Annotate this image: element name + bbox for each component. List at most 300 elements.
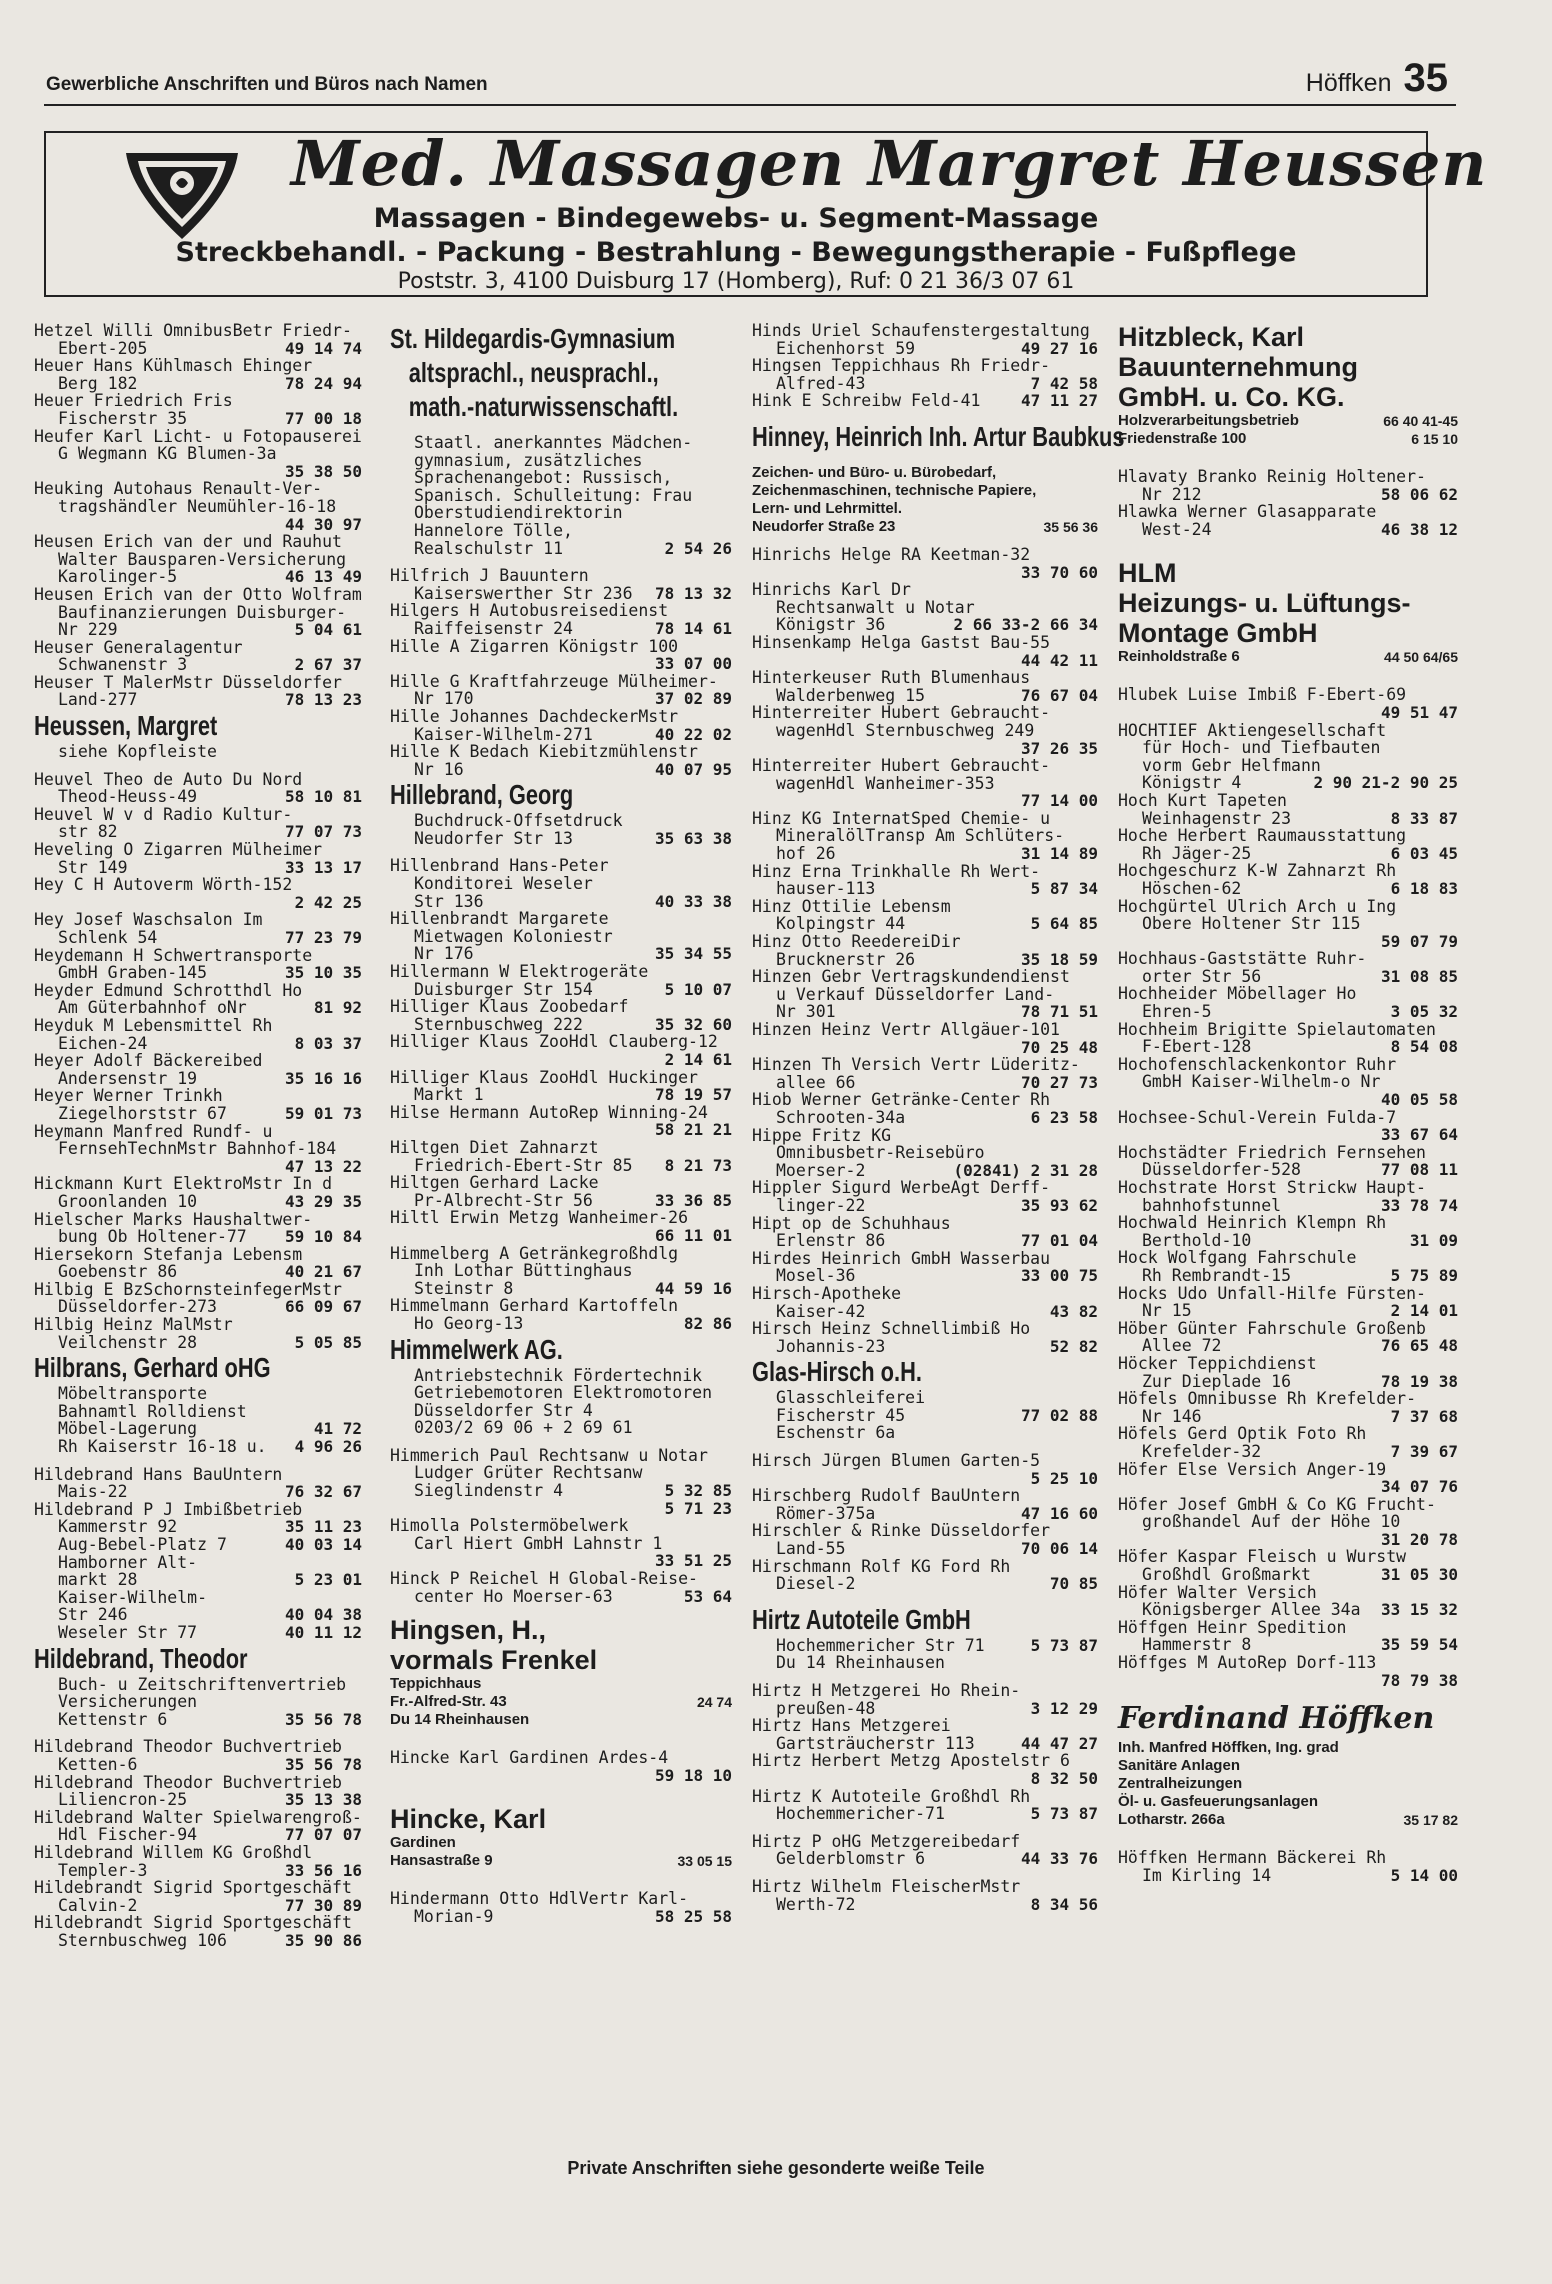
listing-entry: [1118, 862, 1458, 897]
phone-number: 41 72: [313, 1419, 362, 1439]
phone-number: 78 13 32: [654, 583, 732, 603]
listing-line: Hirtz Wilhelm FleischerMstr: [752, 1876, 1021, 1896]
listing-line: Ziegelhorststr 67: [58, 1103, 227, 1123]
listing-entry: [34, 1316, 362, 1351]
spacer: [390, 1605, 732, 1615]
listing-line: Ketten-6: [58, 1754, 138, 1774]
listing-line: Himmelberg A Getränkegroßhdlg: [390, 1243, 679, 1263]
listing-entry: [34, 1017, 362, 1052]
listing-line: Ebert-205: [58, 338, 148, 358]
phone-number: 37 02 89: [654, 689, 732, 709]
listing-line: Hinz Otto ReedereiDir: [752, 932, 961, 952]
listing-entry: [34, 392, 362, 427]
listing-line: u Verkauf Düsseldorfer Land-: [776, 984, 1055, 1004]
listing-line: bahnhofstunnel: [1142, 1195, 1282, 1215]
listing-entry: [1118, 1496, 1458, 1531]
phone-number: 7 37 68: [1390, 1406, 1458, 1426]
listing-entry: [1118, 1249, 1458, 1284]
listing-entry: [752, 1452, 1098, 1470]
column-4: [1118, 322, 1458, 1884]
listing-line: Eichenhorst 59: [776, 338, 916, 358]
listing-entry: [390, 1890, 732, 1925]
phone-number: 8 03 37: [294, 1033, 362, 1053]
phone-number: 44 47 27: [1020, 1733, 1098, 1753]
listing-line: Hammerstr 8: [1142, 1635, 1252, 1655]
listing-entry: [34, 674, 362, 709]
phone-number: 47 11 27: [1020, 391, 1098, 411]
ad-heading: vormals Frenkel: [390, 1645, 598, 1676]
listing-line: Baufinanzierungen Duisburger-: [58, 602, 347, 622]
listing-line: str 82: [58, 822, 118, 842]
listing-entry: [1118, 1144, 1458, 1179]
phone-number: 35 56 78: [284, 1709, 362, 1729]
ad-heading: GmbH. u. Co. KG.: [1118, 382, 1345, 412]
ad-line-text: Holzverarbeitungsbetrieb: [1118, 412, 1299, 429]
phone-number: 3 12 29: [1030, 1698, 1098, 1718]
ad-heading: Heizungs- u. Lüftungs-: [1118, 588, 1411, 619]
listing-line: Realschulstr 11: [414, 538, 564, 558]
phone-number: 33 70 60: [1020, 562, 1098, 582]
listing-line: Hirsch Heinz Schnellimbiß Ho: [752, 1319, 1031, 1339]
phone-number: 53 64: [683, 1586, 732, 1606]
listing-entry: [390, 743, 732, 778]
phone-number: 43 82: [1049, 1301, 1098, 1321]
phone-number: 31 08 85: [1380, 966, 1458, 986]
listing-entry: [1118, 1531, 1458, 1549]
phone-number: 33 36 85: [654, 1190, 732, 1210]
listing-line: HOCHTIEF Aktiengesellschaft: [1118, 720, 1387, 740]
listing-subline: Versicherungen: [58, 1692, 198, 1712]
listing-entry: [752, 1021, 1098, 1039]
listing-line: FernsehTechnMstr Bahnhof-184: [58, 1139, 337, 1159]
phone-number: 5 71 23: [664, 1498, 732, 1518]
listing-entry: [1118, 1672, 1458, 1690]
phone-number: 37 26 35: [1020, 738, 1098, 758]
listing-line: Heydemann H Schwertransporte: [34, 945, 313, 965]
listing-line: Carl Hiert GmbH Lahnstr 1: [414, 1533, 663, 1553]
listing-line: Werth-72: [776, 1894, 856, 1914]
bold-listing-heading: Hilbrans, Gerhard oHG: [34, 1352, 271, 1384]
listing-entry: [1118, 1478, 1458, 1496]
listing-entry: [752, 757, 1098, 792]
listing-entry: [1118, 468, 1458, 503]
listing-entry: [390, 1767, 732, 1785]
phone-number: 40 21 67: [284, 1262, 362, 1282]
listing-line: Am Güterbahnhof oNr: [58, 998, 247, 1018]
listing-entry: [390, 1517, 732, 1552]
listing-line: Hochgürtel Ulrich Arch u Ing: [1118, 896, 1397, 916]
listing-line: Liliencron-25: [58, 1790, 188, 1810]
ad-banner: [44, 127, 1488, 297]
listing-line: Nr 146: [1142, 1406, 1202, 1426]
listing-line: Nr 16: [414, 759, 464, 779]
listing-line: Nr 176: [414, 944, 474, 964]
listing-entry: [752, 1215, 1098, 1250]
phone-number: 77 00 18: [284, 408, 362, 428]
listing-line: Hey Josef Waschsalon Im: [34, 910, 263, 930]
phone-number: 2 14 01: [1390, 1301, 1458, 1321]
listing-line: F-Ebert-128: [1142, 1037, 1252, 1057]
phone-number: 8 54 08: [1390, 1037, 1458, 1057]
phone-number: 2 54 26: [664, 538, 732, 558]
listing-entry: [752, 968, 1098, 1021]
listing-line: Höfels Omnibusse Rh Krefelder-: [1118, 1389, 1417, 1409]
listing-line: Höber Günter Fahrschule Großenb: [1118, 1318, 1426, 1338]
phone-number: 5 64 85: [1030, 914, 1098, 934]
listing-entry: [1118, 686, 1458, 704]
listing-entry: [1118, 950, 1458, 985]
phone-number: 40 05 58: [1380, 1090, 1458, 1110]
phone-number: 77 07 73: [284, 822, 362, 842]
listing-line: G Wegmann KG Blumen-3a: [58, 444, 277, 464]
column-2: [390, 322, 732, 1926]
listing-line: Höcker Teppichdienst: [1118, 1353, 1317, 1373]
ad-script-heading: Ferdinand Höffken: [1118, 1701, 1435, 1737]
listing-line: Hille Johannes DachdeckerMstr: [390, 706, 679, 726]
bold-listing-heading: Hinney, Heinrich Inh. Artur Baubkus: [752, 420, 1125, 452]
phone-number: 78 24 94: [284, 373, 362, 393]
listing-line: Hickmann Kurt ElektroMstr In d: [34, 1174, 333, 1194]
listing-line: Kolpingstr 44: [776, 914, 906, 934]
listing-line: Kaiser-42: [776, 1301, 866, 1321]
listing-entry: [34, 1087, 362, 1122]
listing-line: Aug-Bebel-Platz 7: [58, 1535, 227, 1554]
listing-line: Nr 170: [414, 689, 474, 709]
listing-line: Ho Georg-13: [414, 1313, 524, 1333]
listing-entry: [752, 1285, 1098, 1320]
bold-listing-heading: Hillebrand, Georg: [390, 779, 574, 811]
listing-line: Hinds Uriel Schaufenstergestaltung: [752, 321, 1090, 340]
listing-line: Heusen Erich van der und Rauhut: [34, 532, 342, 552]
listing-entry: [752, 1717, 1098, 1752]
listing-line: Heuer Hans Kühlmasch Ehinger: [34, 356, 313, 376]
listing-line: Hoche Herbert Raumausstattung: [1118, 826, 1407, 846]
phone-number: 40 22 02: [654, 724, 732, 744]
ad-line: [1118, 1775, 1458, 1793]
listing-subline: Oberstudiendirektorin: [414, 503, 623, 523]
listing-entry: [1118, 1548, 1458, 1583]
listing-line: Römer-375a: [776, 1503, 876, 1523]
phone-number: 46 13 49: [284, 567, 362, 587]
phone-number: 76 32 67: [284, 1482, 362, 1502]
listing-entry: [34, 639, 362, 674]
listing-line: Heuser Generalagentur: [34, 637, 243, 657]
listing-subline: Buchdruck-Offsetdruck: [414, 811, 623, 831]
listing-entry: [1118, 503, 1458, 538]
ad-line: [752, 500, 1098, 518]
listing-line: Himolla Polstermöbelwerk: [390, 1516, 629, 1536]
phone-number: 35 17 82: [1403, 1812, 1458, 1829]
ad-heading: Hingsen, H.,: [390, 1615, 547, 1646]
phone-number: 59 07 79: [1380, 931, 1458, 951]
phone-number: 77 01 04: [1020, 1231, 1098, 1251]
listing-entry: [752, 933, 1098, 968]
bold-listing-heading: Hirtz Autoteile GmbH: [752, 1603, 971, 1635]
listing-line: Hetzel Willi OmnibusBetr Friedr-: [34, 321, 352, 340]
listing-entry: [752, 1788, 1098, 1823]
listing-line: Inh Lothar Büttinghaus: [414, 1261, 633, 1281]
phone-number: 49 51 47: [1380, 702, 1458, 722]
phone-number: 82 86: [683, 1313, 732, 1333]
listing-line: Neudorfer Str 13: [414, 828, 573, 848]
phone-number: 35 16 16: [284, 1068, 362, 1088]
listing-subline: Bahnamtl Rolldienst: [58, 1401, 247, 1421]
listing-entry: [34, 428, 362, 463]
spacer: [1118, 666, 1458, 676]
listing-entry: [390, 1104, 732, 1122]
phone-number: 33 67 64: [1380, 1125, 1458, 1145]
page-footer-note: Private Anschriften siehe gesonderte weiße Teile: [567, 2158, 985, 2178]
phone-number: 5 05 85: [294, 1332, 362, 1352]
phone-number: 78 13 23: [284, 690, 362, 710]
listing-line: Hirschberg Rudolf BauUntern: [752, 1486, 1021, 1506]
listing-line: linger-22: [776, 1195, 866, 1215]
listing-line: GmbH Graben-145: [58, 963, 208, 983]
listing-entry: [390, 1500, 732, 1518]
listing-entry: [1118, 1109, 1458, 1127]
listing-line: Steinstr 8: [414, 1278, 514, 1298]
listing-line: Hinrichs Helge RA Keetman-32: [752, 544, 1031, 564]
ad-line-text: Lern- und Lehrmittel.: [752, 499, 902, 517]
listing-entry: [34, 357, 362, 392]
listing-line: Königstr 36: [776, 615, 886, 635]
listing-line: Sternbuschweg 106: [58, 1930, 227, 1950]
listing-entry: [34, 911, 362, 946]
listing-line: Hilgers H Autobusreisedienst: [390, 601, 669, 621]
ad-line-text: Zentralheizungen: [1118, 1775, 1243, 1793]
listing-line: Hey C H Autoverm Wörth-152: [34, 875, 293, 895]
listing-line: Hochheider Möbellager Ho: [1118, 984, 1357, 1004]
listing-line: Hinzen Gebr Vertragskundendienst: [752, 967, 1070, 987]
listing-line: Möbel-Lagerung: [58, 1419, 198, 1439]
listing-subline: Du 14 Rheinhausen: [776, 1653, 945, 1673]
listing-line: Hinck P Reichel H Global-Reise-: [390, 1569, 698, 1589]
listing-line: Sternbuschweg 222: [414, 1014, 583, 1034]
listing-entry: [752, 704, 1098, 739]
phone-number: 77 23 79: [284, 928, 362, 947]
phone-number: 34 07 76: [1380, 1477, 1458, 1497]
phone-number: 5 14 00: [1390, 1865, 1458, 1885]
listing-line: Hippler Sigurd WerbeAgt Derff-: [752, 1178, 1051, 1198]
ad-heading: Hincke, Karl: [390, 1804, 547, 1835]
listing-entry: [34, 841, 362, 876]
ad-heading: Montage GmbH: [1118, 618, 1318, 649]
phone-number: 40 33 38: [654, 891, 732, 911]
listing-entry: [390, 998, 732, 1033]
phone-number: 2 66 33-2 66 34: [953, 615, 1098, 635]
listing-entry: [390, 638, 732, 656]
listing-entry: [752, 357, 1098, 392]
listing-line: Hildebrandt Sigrid Sportgeschäft: [34, 1878, 352, 1898]
phone-number: 35 32 60: [654, 1014, 732, 1034]
listing-line: Hiersekorn Stefanja Lebensm: [34, 1244, 303, 1264]
phone-number: 33 78 74: [1380, 1195, 1458, 1215]
phone-number: 24 74: [696, 1694, 732, 1711]
phone-number: 35 10 35: [284, 963, 362, 983]
phone-number: 40 11 12: [284, 1622, 362, 1642]
phone-number: 59 10 84: [284, 1227, 362, 1247]
listing-entry: [1118, 1584, 1458, 1619]
bold-listing-heading: math.-naturwissenschaftl.: [408, 391, 679, 422]
listing-line: Land-55: [776, 1539, 846, 1559]
listing-line: Hilliger Klaus Zoobedarf: [390, 997, 629, 1017]
listing-line: Hille K Bedach Kiebitzmühlenstr: [390, 742, 698, 762]
listing-entry: [390, 1552, 732, 1570]
listing-entry: [34, 1466, 362, 1501]
phone-number: 70 06 14: [1020, 1539, 1098, 1559]
listing-entry: [752, 1250, 1098, 1285]
ad-line: [390, 1675, 732, 1693]
phone-number: 76 67 04: [1020, 685, 1098, 705]
listing-line: Hielscher Marks Haushaltwer-: [34, 1209, 313, 1229]
phone-number: 33 05 15: [677, 1853, 732, 1870]
ad-line-text: Sanitäre Anlagen: [1118, 1757, 1240, 1775]
listing-line: Omnibusbetr-Reisebüro: [776, 1143, 985, 1163]
listing-entry: [34, 1624, 362, 1642]
listing-entry: [34, 1711, 362, 1729]
listing-line: Im Kirling 14: [1142, 1865, 1272, 1885]
ad-line-text: Lotharstr. 266a: [1118, 1811, 1225, 1829]
listing-line: 0203/2 69 06 + 2 69 61: [414, 1418, 633, 1438]
listing-entry: [390, 1570, 732, 1605]
listing-line: Hochstrate Horst Strickw Haupt-: [1118, 1178, 1426, 1197]
listing-line: Hinzen Heinz Vertr Allgäuer-101: [752, 1020, 1060, 1039]
listing-entry: [1118, 1320, 1458, 1355]
listing-line: Hildebrand Hans BauUntern: [34, 1464, 283, 1484]
bold-listing-heading: St. Hildegardis-Gymnasium: [390, 323, 676, 354]
listing-line: Pr-Albrecht-Str 56: [414, 1190, 593, 1210]
listing-entry: [390, 708, 732, 743]
banner-address: Poststr. 3, 4100 Duisburg 17 (Homberg), Ruf: 0 21 36/3 07 61: [397, 269, 1075, 294]
listing-line: Mais-22: [58, 1482, 128, 1502]
listing-entry: [1118, 1056, 1458, 1091]
listing-entry: [752, 322, 1098, 357]
listing-line: Hlavaty Branko Reinig Holtener-: [1118, 467, 1426, 486]
listing-entry: [390, 567, 732, 602]
listing-line: Hochstädter Friedrich Fernsehen: [1118, 1142, 1426, 1162]
listing-line: Eichen-24: [58, 1033, 148, 1053]
listing-line: Str 246: [58, 1605, 128, 1625]
phone-number: 31 20 78: [1380, 1529, 1458, 1549]
listing-entry: [752, 1558, 1098, 1593]
phone-number: 49 14 74: [284, 338, 362, 358]
listing-line: Sieglindenstr 4: [414, 1481, 564, 1501]
phone-number: 58 21 21: [654, 1120, 732, 1140]
listing-line: Calvin-2: [58, 1895, 138, 1915]
phone-number: 6 03 45: [1390, 843, 1458, 863]
listing-subline: siehe Kopfleiste: [58, 742, 217, 762]
listing-subline: Sprachenangebot: Russisch,: [414, 468, 673, 488]
listing-entry: [1118, 1021, 1458, 1056]
phone-number: 5 25 10: [1030, 1468, 1098, 1488]
listing-entry: [34, 1809, 362, 1844]
listing-line: wagenHdl Sternbuschweg 249: [776, 720, 1035, 740]
listing-entry: [752, 581, 1098, 634]
phone-number: 2 90 21-2 90 25: [1313, 773, 1458, 793]
listing-line: Hille A Zigarren Königstr 100: [390, 636, 679, 656]
listing-line: Berthold-10: [1142, 1230, 1252, 1250]
listing-line: Hirdes Heinrich GmbH Wasserbau: [752, 1248, 1051, 1268]
ad-line: [1118, 412, 1458, 430]
listing-line: Walter Bausparen-Versicherung: [58, 549, 347, 569]
listing-entry: [34, 322, 362, 357]
listing-entry: [752, 652, 1098, 670]
listing-line: Schrooten-34a: [776, 1107, 906, 1127]
ad-line: [752, 518, 1098, 536]
listing-entry: [752, 1833, 1098, 1868]
listing-entry: [390, 602, 732, 637]
listing-entry: [1118, 1461, 1458, 1479]
ad-line-text: Du 14 Rheinhausen: [390, 1711, 530, 1729]
listing-line: orter Str 56: [1142, 966, 1262, 986]
listing-line: Mietwagen Koloniestr: [414, 926, 613, 946]
listing-entry: [1118, 1285, 1458, 1320]
listing-line: Walderbenweg 15: [776, 685, 926, 705]
phone-number: 44 30 97: [284, 514, 362, 534]
phone-number: 35 90 86: [284, 1930, 362, 1950]
listing-line: Weseler Str 77: [58, 1622, 198, 1642]
phone-number: 35 11 23: [284, 1517, 362, 1537]
listing-line: Gelderblomstr 6: [776, 1849, 926, 1869]
ad-line-text: Reinholdstraße 6: [1118, 648, 1240, 666]
listing-line: Himmerich Paul Rechtsanw u Notar: [390, 1445, 708, 1465]
spacer: [752, 410, 1098, 420]
phone-number: 35 18 59: [1020, 949, 1098, 969]
listing-entry: [390, 1174, 732, 1209]
listing-line: vorm Gebr Helfmann: [1142, 755, 1321, 775]
listing-entry: [34, 1914, 362, 1949]
listing-line: Hiltgen Gerhard Lacke: [390, 1173, 599, 1193]
phone-number: 35 38 50: [284, 461, 362, 481]
listing-line: Hinrichs Karl Dr: [752, 580, 911, 600]
spacer: [1118, 1829, 1458, 1839]
listing-line: Hochwald Heinrich Klempn Rh: [1118, 1213, 1387, 1233]
spacer: [1118, 448, 1458, 458]
listing-entry: [752, 1056, 1098, 1091]
listing-line: Hingsen Teppichhaus Rh Friedr-: [752, 356, 1051, 376]
ad-line: [1118, 648, 1458, 666]
phone-number: 3 05 32: [1390, 1002, 1458, 1022]
listing-entry: [1118, 1425, 1458, 1460]
listing-entry: [34, 894, 362, 912]
listing-line: Heuer Friedrich Fris: [34, 391, 233, 411]
listing-line: Friedrich-Ebert-Str 85: [414, 1155, 633, 1175]
listing-line: Schwanenstr 3: [58, 655, 188, 675]
listing-line: Kammerstr 92: [58, 1517, 178, 1537]
listing-line: Königstr 4: [1142, 773, 1242, 793]
listing-line: Hinzen Th Versich Vertr Lüderitz-: [752, 1055, 1080, 1075]
listing-entry: [1118, 898, 1458, 933]
ad-line: [390, 1852, 732, 1870]
listing-line: Hildebrand Willem KG Großhdl: [34, 1842, 313, 1862]
column-3: [752, 321, 1125, 1914]
bold-listing-heading: Himmelwerk AG.: [390, 1333, 563, 1365]
running-head-name: Höffken: [1305, 69, 1392, 97]
listing-line: Hochsee-Schul-Verein Fulda-7: [1118, 1107, 1397, 1127]
listing-line: hof 26: [776, 844, 836, 864]
listing-line: Hiltgen Diet Zahnarzt: [390, 1137, 599, 1157]
listing-line: Hirtz P oHG Metzgereibedarf: [752, 1831, 1021, 1851]
ad-heading: HLM: [1118, 558, 1177, 589]
listing-subline: Möbeltransporte: [58, 1384, 208, 1404]
listing-entry: [390, 1051, 732, 1069]
listing-line: GmbH Kaiser-Wilhelm-o Nr: [1142, 1072, 1381, 1092]
listing-entry: [752, 1770, 1098, 1788]
listing-entry: [752, 810, 1098, 863]
phone-number: 6 18 83: [1390, 878, 1458, 898]
ad-line-text: Zeichenmaschinen, technische Papiere,: [752, 481, 1037, 499]
listing-entry: [1118, 704, 1458, 722]
